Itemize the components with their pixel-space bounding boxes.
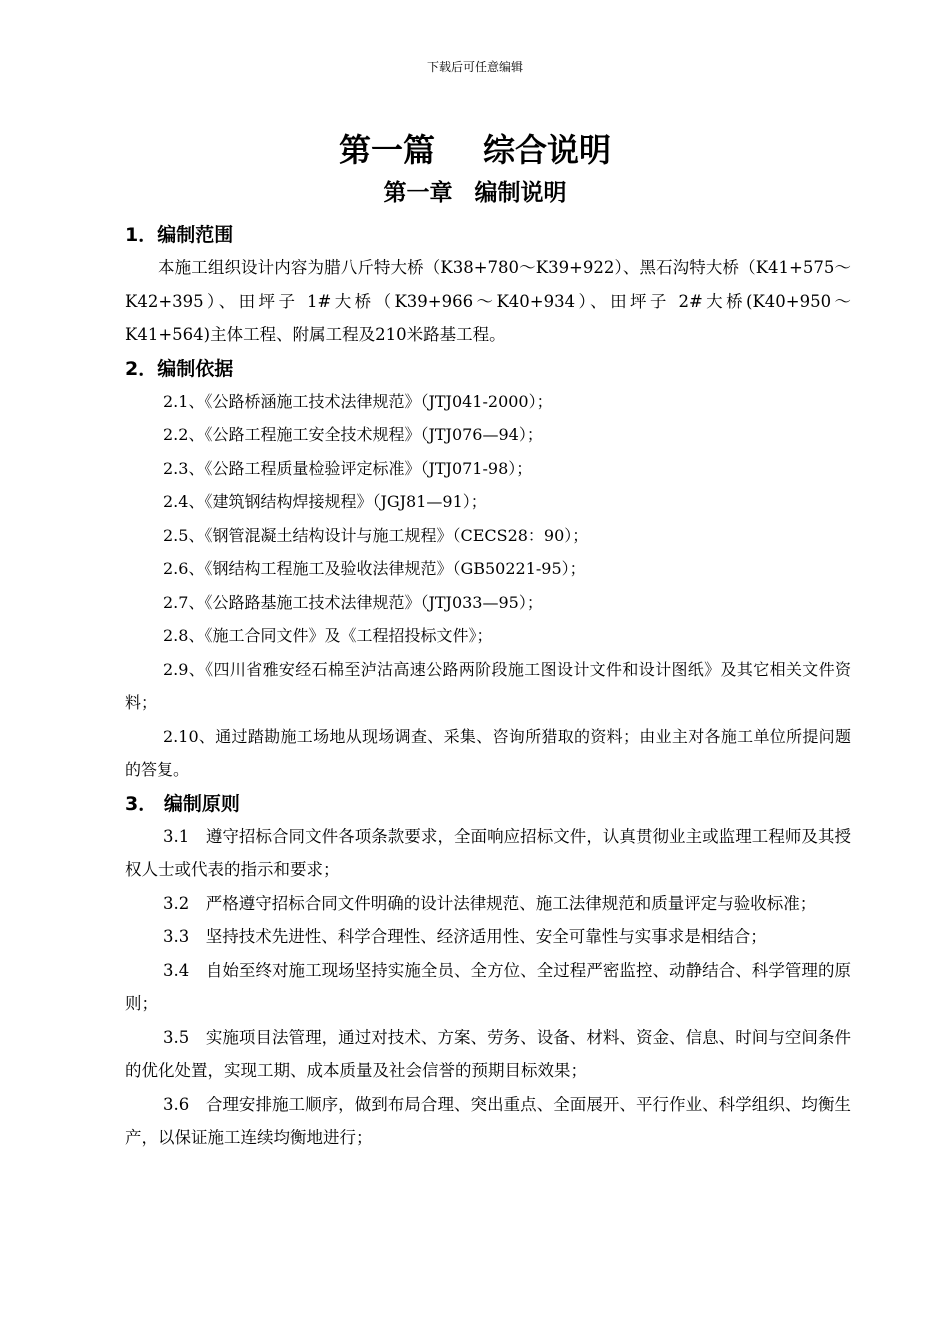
basis-item: 2.8、《施工合同文件》及《工程招投标文件》； (163, 626, 493, 645)
basis-item: 2.5、《钢管混凝土结构设计与施工规程》（CECS28：90）； (163, 525, 589, 545)
principle-item: 3.5 实施项目法管理，通过对技术、方案、劳务、设备、材料、资金、信息、时间与空间条件的优化处置，实现工期、成本质量及社会信誉的预期目标效果； (125, 1027, 851, 1080)
principle-item: 3.6 合理安排施工顺序，做到布局合理、突出重点、全面展开、平行作业、科学组织、均衡生产，以保证施工连续均衡地进行； (125, 1094, 851, 1147)
basis-item: 2.10、通过踏勘施工场地从现场调查、采集、咨询所猎取的资料；由业主对各施工单位所提问题的答复。 (125, 726, 851, 779)
principle-item: 3.3 坚持技术先进性、科学合理性、经济适用性、安全可靠性与实事求是相结合； (163, 927, 767, 946)
document-body (125, 218, 851, 1155)
part-name: 综合说明 (483, 131, 612, 169)
basis-item: 2.2、《公路工程施工安全技术规程》（JTJ076—94）； (163, 425, 543, 444)
section-heading-basis: 2．编制依据 (125, 357, 234, 380)
part-label: 第一篇 (338, 131, 435, 169)
basis-item: 2.1、《公路桥涵施工技术法律规范》（JTJ041-2000）； (163, 391, 553, 411)
principle-item: 3.1 遵守招标合同文件各项条款要求，全面响应招标文件，认真贯彻业主或监理工程师及其授权人士或代表的指示和要求； (125, 826, 851, 879)
section-heading-principles: 3． 编制原则 (125, 792, 240, 815)
scope-paragraph: 本施工组织设计内容为腊八斤特大桥（K38+780～K39+922）、黑石沟特大桥（K41+575～K42+395）、田坪子 1#大桥（K39+966～K40+934）、田坪子 2#大桥(K40+950～K41+564)主体工程、附属工程及210米路基工程。 (125, 258, 851, 344)
chapter-name: 编制说明 (474, 180, 567, 206)
basis-item: 2.4、《建筑钢结构焊接规程》（JGJ81—91）； (163, 492, 487, 511)
section-heading-scope: 1．编制范围 (125, 224, 234, 246)
part-title (0, 128, 950, 172)
basis-item: 2.9、《四川省雅安经石棉至泸沽高速公路两阶段施工图设计文件和设计图纸》及其它相关文件资料； (125, 659, 851, 712)
chapter-title (0, 176, 950, 210)
header-note: 下载后可任意编辑 (426, 60, 523, 74)
principle-item: 3.4 自始至终对施工现场坚持实施全员、全方位、全过程严密监控、动静结合、科学管理的原则； (125, 960, 851, 1013)
principle-item: 3.2 严格遵守招标合同文件明确的设计法律规范、施工法律规范和质量评定与验收标准； (163, 893, 817, 913)
basis-item: 2.6、《钢结构工程施工及验收法律规范》（GB50221-95）； (163, 559, 586, 578)
basis-item: 2.3、《公路工程质量检验评定标准》（JTJ071-98）； (163, 458, 533, 478)
basis-item: 2.7、《公路路基施工技术法律规范》（JTJ033—95）； (163, 592, 543, 612)
chapter-label: 第一章 (383, 180, 453, 206)
